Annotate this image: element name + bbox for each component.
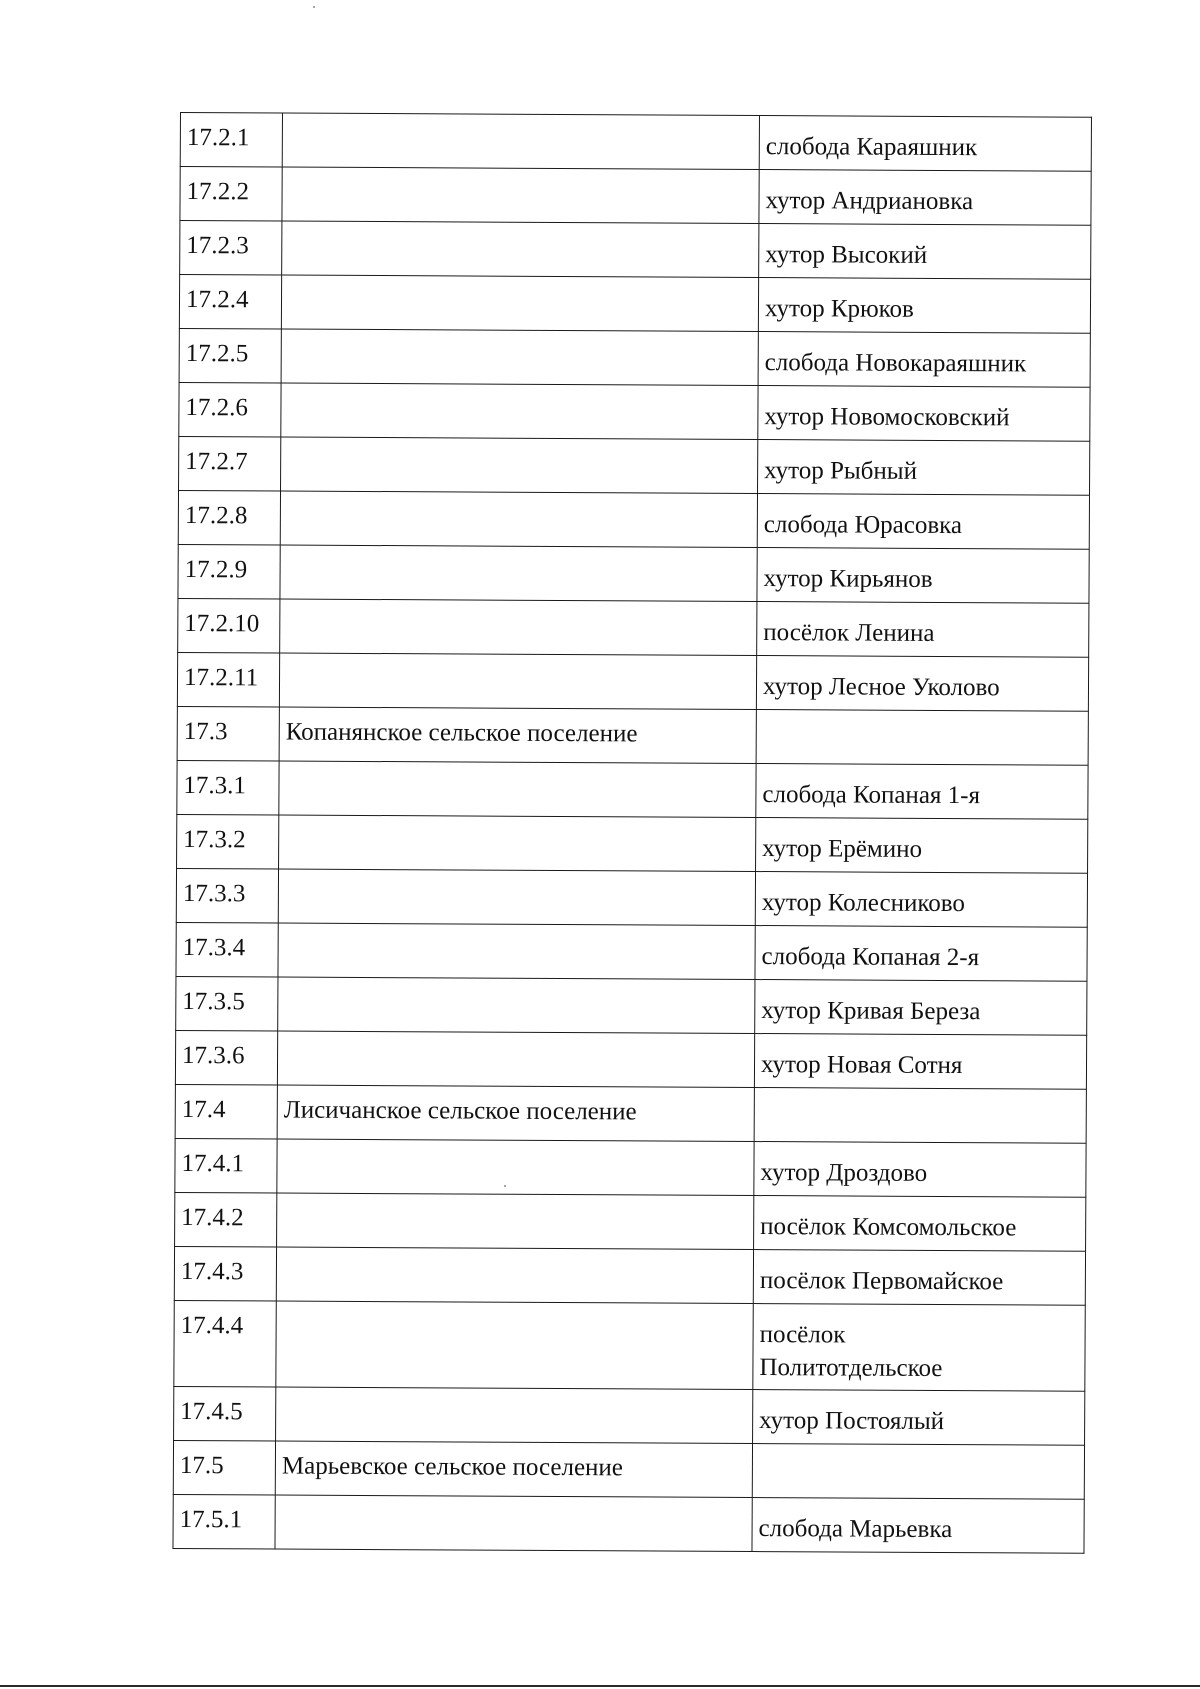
table-row: [176, 922, 1087, 981]
settlement-group-cell: Лисичанское сельское поселение: [277, 1085, 754, 1141]
settlement-group-cell: [276, 1387, 753, 1443]
row-number-cell: 17.2.8: [178, 490, 280, 545]
settlement-group-cell: [279, 653, 756, 709]
settlement-group-cell: [280, 599, 757, 655]
locality-cell: слобода Марьевка: [752, 1498, 1084, 1554]
row-number-cell: 17.4.4: [174, 1300, 276, 1387]
table-row: [177, 760, 1088, 819]
table-row: [175, 1192, 1086, 1251]
locality-cell: хутор Колесниково: [755, 872, 1087, 928]
row-number-cell: 17.2.10: [178, 598, 280, 653]
settlement-group-cell: [278, 977, 755, 1033]
page-bottom-rule: [0, 1685, 1200, 1687]
locality-cell: [753, 1304, 1085, 1392]
locality-cell: хутор Лесное Уколово: [756, 656, 1088, 712]
settlement-group-cell: [282, 221, 759, 277]
row-number-cell: 17.2.2: [180, 167, 282, 222]
row-number-cell: 17.2.3: [180, 221, 282, 276]
locality-cell: слобода Юрасовка: [757, 494, 1089, 550]
row-number-cell: 17.2.11: [177, 652, 279, 707]
table-row: [173, 1440, 1084, 1499]
settlement-group-cell: [278, 869, 755, 925]
locality-cell: хутор Андриановка: [759, 170, 1091, 226]
settlement-group-cell: [281, 383, 758, 439]
table-row: [176, 976, 1087, 1035]
locality-cell: слобода Копаная 1-я: [756, 764, 1088, 820]
row-number-cell: 17.2.7: [179, 436, 281, 491]
table-row: [175, 1084, 1086, 1143]
row-number-cell: 17.2.4: [179, 275, 281, 330]
table-row: [179, 328, 1090, 387]
row-number-cell: 17.3.4: [176, 922, 278, 977]
settlement-group-cell: [281, 437, 758, 493]
row-number-cell: 17.5.1: [173, 1494, 275, 1549]
table-row: [177, 814, 1088, 873]
settlement-group-cell: [281, 329, 758, 385]
row-number-cell: 17.3.6: [175, 1030, 277, 1085]
row-number-cell: 17.3.1: [177, 760, 279, 815]
locality-cell: хутор Кривая Береза: [755, 980, 1087, 1036]
row-number-cell: 17.4.1: [175, 1138, 277, 1193]
locality-cell: хутор Новомосковский: [758, 386, 1090, 442]
settlement-group-cell: [275, 1495, 752, 1551]
settlement-group-cell: [282, 113, 759, 169]
settlement-group-cell: [279, 815, 756, 871]
row-number-cell: 17.4: [175, 1084, 277, 1139]
table-body: [173, 113, 1092, 1554]
settlement-group-cell: [277, 1139, 754, 1195]
locality-cell: хутор Кирьянов: [757, 548, 1089, 604]
table-row: [179, 436, 1090, 495]
locality-cell: хутор Рыбный: [758, 440, 1090, 496]
settlement-group-cell: [277, 1031, 754, 1087]
locality-cell: хутор Ерёмино: [756, 818, 1088, 874]
locality-cell: посёлок Ленина: [757, 602, 1089, 658]
locality-cell: [754, 1088, 1086, 1144]
table-row: [180, 167, 1091, 226]
table-row: [178, 598, 1089, 657]
locality-cell: [756, 710, 1088, 766]
locality-cell: посёлок Первомайское: [753, 1250, 1085, 1306]
locality-cell: [752, 1444, 1084, 1500]
table-row: [175, 1138, 1086, 1197]
settlement-group-cell: [280, 491, 757, 547]
table-row: [178, 544, 1089, 603]
settlement-group-cell: [276, 1301, 753, 1389]
locality-cell: хутор Дроздово: [754, 1142, 1086, 1198]
scan-speck: [313, 6, 315, 8]
table-row: [174, 1386, 1085, 1445]
table-row: [175, 1030, 1086, 1089]
settlements-table: [172, 112, 1092, 1554]
row-number-cell: 17.4.2: [175, 1192, 277, 1247]
row-number-cell: 17.3: [177, 706, 279, 761]
locality-cell: слобода Новокараяшник: [758, 332, 1090, 388]
table-row: [173, 1494, 1084, 1553]
table-row: [179, 382, 1090, 441]
row-number-cell: 17.3.3: [176, 868, 278, 923]
row-number-cell: 17.2.9: [178, 544, 280, 599]
table-row: [180, 221, 1091, 280]
locality-cell: хутор Крюков: [758, 278, 1090, 334]
table-row: [179, 275, 1090, 334]
locality-cell: хутор Постоялый: [753, 1390, 1085, 1446]
table-row: [178, 490, 1089, 549]
locality-cell: слобода Копаная 2-я: [755, 926, 1087, 982]
row-number-cell: 17.2.1: [180, 113, 282, 168]
settlement-group-cell: [278, 923, 755, 979]
row-number-cell: 17.4.5: [174, 1386, 276, 1441]
row-number-cell: 17.2.6: [179, 382, 281, 437]
table-row: [177, 652, 1088, 711]
row-number-cell: 17.3.5: [176, 976, 278, 1031]
locality-cell: слобода Караяшник: [759, 116, 1091, 172]
settlement-group-cell: [276, 1247, 753, 1303]
settlement-group-cell: [277, 1193, 754, 1249]
settlement-group-cell: [281, 275, 758, 331]
locality-cell: хутор Новая Сотня: [754, 1034, 1086, 1090]
row-number-cell: 17.4.3: [174, 1246, 276, 1301]
table-row: [177, 706, 1088, 765]
locality-cell: хутор Высокий: [759, 224, 1091, 280]
table-row: [174, 1300, 1085, 1391]
table-row: [174, 1246, 1085, 1305]
settlement-group-cell: [282, 167, 759, 223]
table-row: [176, 868, 1087, 927]
locality-cell: посёлок Комсомольское: [754, 1196, 1086, 1252]
row-number-cell: 17.5: [173, 1440, 275, 1495]
table-row: [180, 113, 1091, 172]
settlement-group-cell: [280, 545, 757, 601]
locality-text: посёлок Политотдельское: [759, 1321, 943, 1383]
settlement-group-cell: Марьевское сельское поселение: [275, 1441, 752, 1497]
settlement-group-cell: [279, 761, 756, 817]
row-number-cell: 17.2.5: [179, 328, 281, 383]
row-number-cell: 17.3.2: [177, 814, 279, 869]
settlement-group-cell: Копанянское сельское поселение: [279, 707, 756, 763]
